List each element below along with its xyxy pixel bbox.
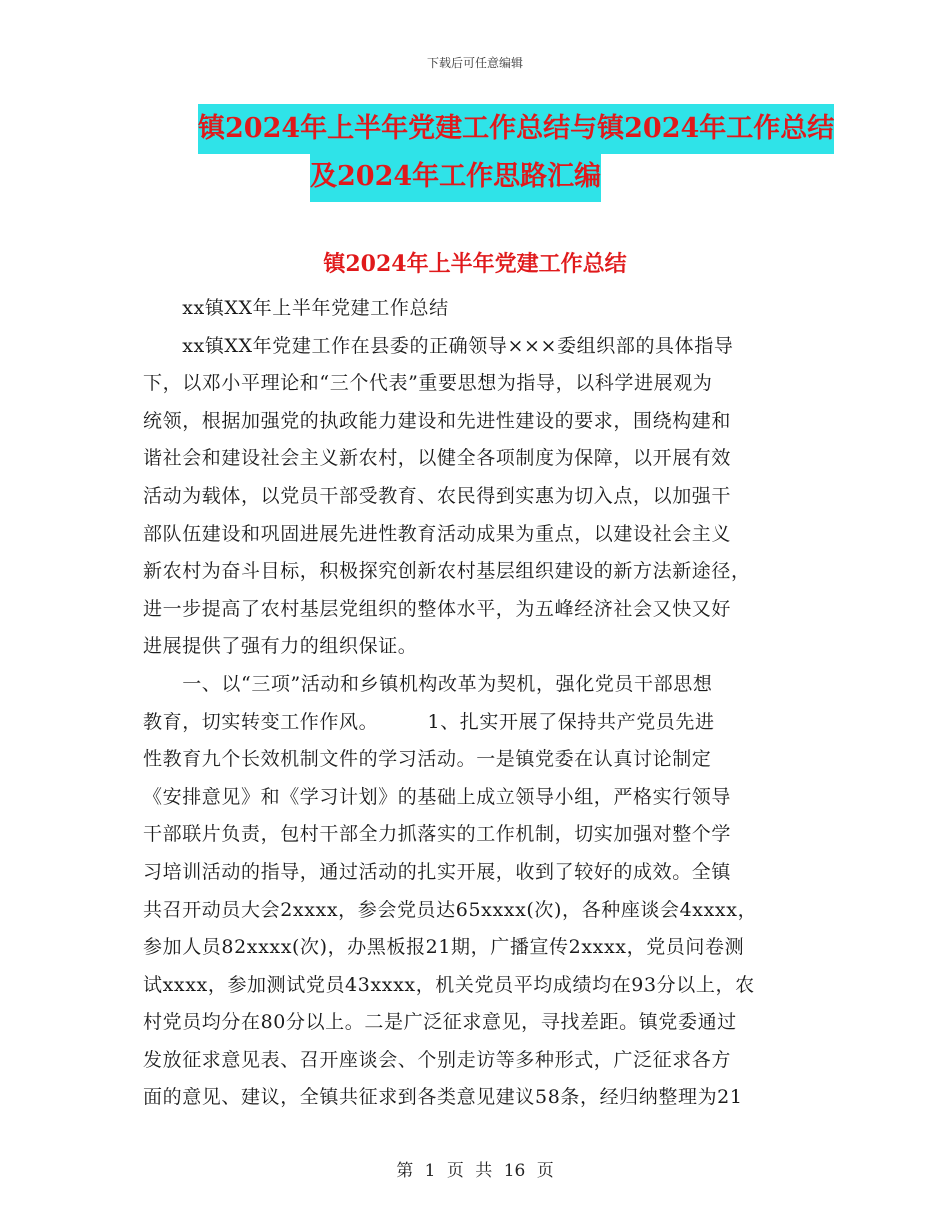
title-line-1: 镇2024年上半年党建工作总结与镇2024年工作总结: [198, 104, 834, 154]
body-line: 教育，切实转变工作作风。 1、扎实开展了保持共产党员先进: [143, 710, 715, 733]
body-line: 面的意见、建议，全镇共征求到各类意见建议58条，经归纳整理为21: [143, 1086, 743, 1109]
body-line: 村党员均分在80分以上。二是广泛征求意见，寻找差距。镇党委通过: [143, 1011, 737, 1034]
body-line: 活动为载体，以党员干部受教育、农民得到实惠为切入点，以加强干: [143, 484, 732, 507]
body-line: 干部联片负责，包村干部全力抓落实的工作机制，切实加强对整个学: [143, 823, 732, 846]
page-footer: 第 1 页 共 16 页: [396, 1161, 554, 1181]
body-line: 参加人员82xxxx(次)，办黑板报21期，广播宣传2xxxx，党员问卷测: [143, 936, 745, 959]
body-line: 新农村为奋斗目标，积极探究创新农村基层组织建设的新方法新途径，: [143, 560, 751, 583]
body-line: 下，以邓小平理论和“三个代表”重要思想为指导，以科学进展观为: [143, 372, 713, 395]
body-line: 部队伍建设和巩固进展先进性教育活动成果为重点，以建设社会主义: [143, 522, 732, 545]
body-line: 共召开动员大会2xxxx，参会党员达65xxxx(次)，各种座谈会4xxxx，: [143, 898, 758, 921]
title-line-2: 及2024年工作思路汇编: [310, 152, 601, 202]
body-line: 谐社会和建设社会主义新农村，以健全各项制度为保障，以开展有效: [143, 447, 732, 470]
body-line: xx镇XX年党建工作在县委的正确领导×××委组织部的具体指导: [143, 334, 734, 357]
body-line: 进一步提高了农村基层党组织的整体水平，为五峰经济社会又快又好: [143, 597, 732, 620]
header-note: 下载后可任意编辑: [426, 56, 523, 70]
body-line: 一、以“三项”活动和乡镇机构改革为契机，强化党员干部思想: [143, 672, 713, 695]
section-title: 镇2024年上半年党建工作总结: [323, 251, 627, 277]
body-line: 《安排意见》和《学习计划》的基础上成立领导小组，严格实行领导: [143, 785, 732, 808]
body-line: 试xxxx，参加测试党员43xxxx，机关党员平均成绩均在93分以上，农: [143, 973, 755, 996]
body-line: 发放征求意见表、召开座谈会、个别走访等多种形式，广泛征求各方: [143, 1048, 732, 1071]
body-line: xx镇XX年上半年党建工作总结: [143, 297, 449, 319]
body-text: [143, 290, 810, 1117]
body-line: 进展提供了强有力的组织保证。: [143, 635, 418, 658]
body-line: 性教育九个长效机制文件的学习活动。一是镇党委在认真讨论制定: [143, 748, 712, 771]
body-line: 习培训活动的指导，通过活动的扎实开展，收到了较好的成效。全镇: [143, 860, 732, 883]
body-line: 统领，根据加强党的执政能力建设和先进性建设的要求，围绕构建和: [143, 409, 732, 432]
